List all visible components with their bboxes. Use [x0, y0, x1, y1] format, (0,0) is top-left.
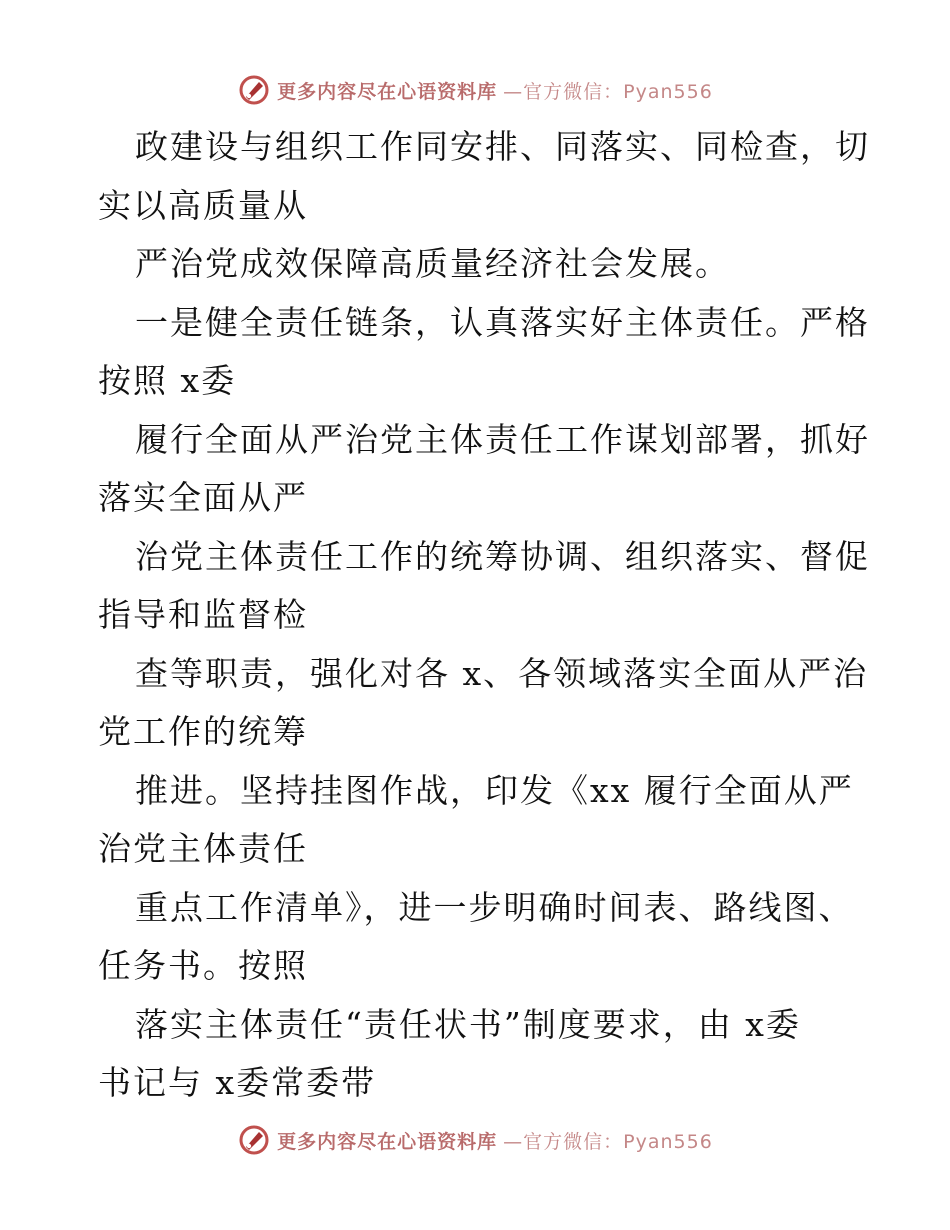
- text-line: 按照 x委: [98, 361, 237, 400]
- footer-watermark: [0, 1120, 950, 1160]
- text-line: 政建设与组织工作同安排、同落实、同检查，切: [135, 127, 870, 166]
- pen-nib-logo-icon: [237, 1123, 271, 1157]
- text-line: 一是健全责任链条，认真落实好主体责任。严格: [135, 302, 870, 342]
- text-line: 治党主体责任: [98, 829, 308, 868]
- watermark-text: 更多内容尽在心语资料库: [277, 1130, 498, 1153]
- text-line: 任务书。按照: [98, 946, 308, 985]
- text-line: 履行全面从严治党主体责任工作谋划部署，抓好: [135, 419, 870, 459]
- text-line: 治党主体责任工作的统筹协调、组织落实、督促: [135, 536, 870, 576]
- watermark-contact: —官方微信：Pyan556: [503, 1130, 713, 1153]
- header-watermark: [0, 70, 950, 110]
- text-line: 落实主体责任“责任状书”制度要求，由 x委: [135, 1004, 801, 1044]
- text-line: 实以高质量从: [98, 185, 308, 225]
- text-line: 查等职责，强化对各 x、各领域落实全面从严治: [135, 653, 869, 693]
- watermark-text: 更多内容尽在心语资料库: [277, 80, 498, 103]
- text-line: 严治党成效保障高质量经济社会发展。: [135, 244, 730, 283]
- text-line: 书记与 x委常委带: [98, 1063, 377, 1102]
- text-line: 落实全面从严: [98, 478, 308, 517]
- document-body: [98, 118, 870, 1113]
- pen-nib-logo-icon: [237, 73, 271, 107]
- text-line: 重点工作清单》，进一步明确时间表、路线图、: [135, 887, 854, 927]
- text-line: 指导和监督检: [98, 595, 308, 634]
- watermark-contact: —官方微信：Pyan556: [503, 80, 713, 103]
- text-line: 党工作的统筹: [98, 712, 308, 751]
- text-line: 推进。坚持挂图作战，印发《xx 履行全面从严: [135, 770, 854, 810]
